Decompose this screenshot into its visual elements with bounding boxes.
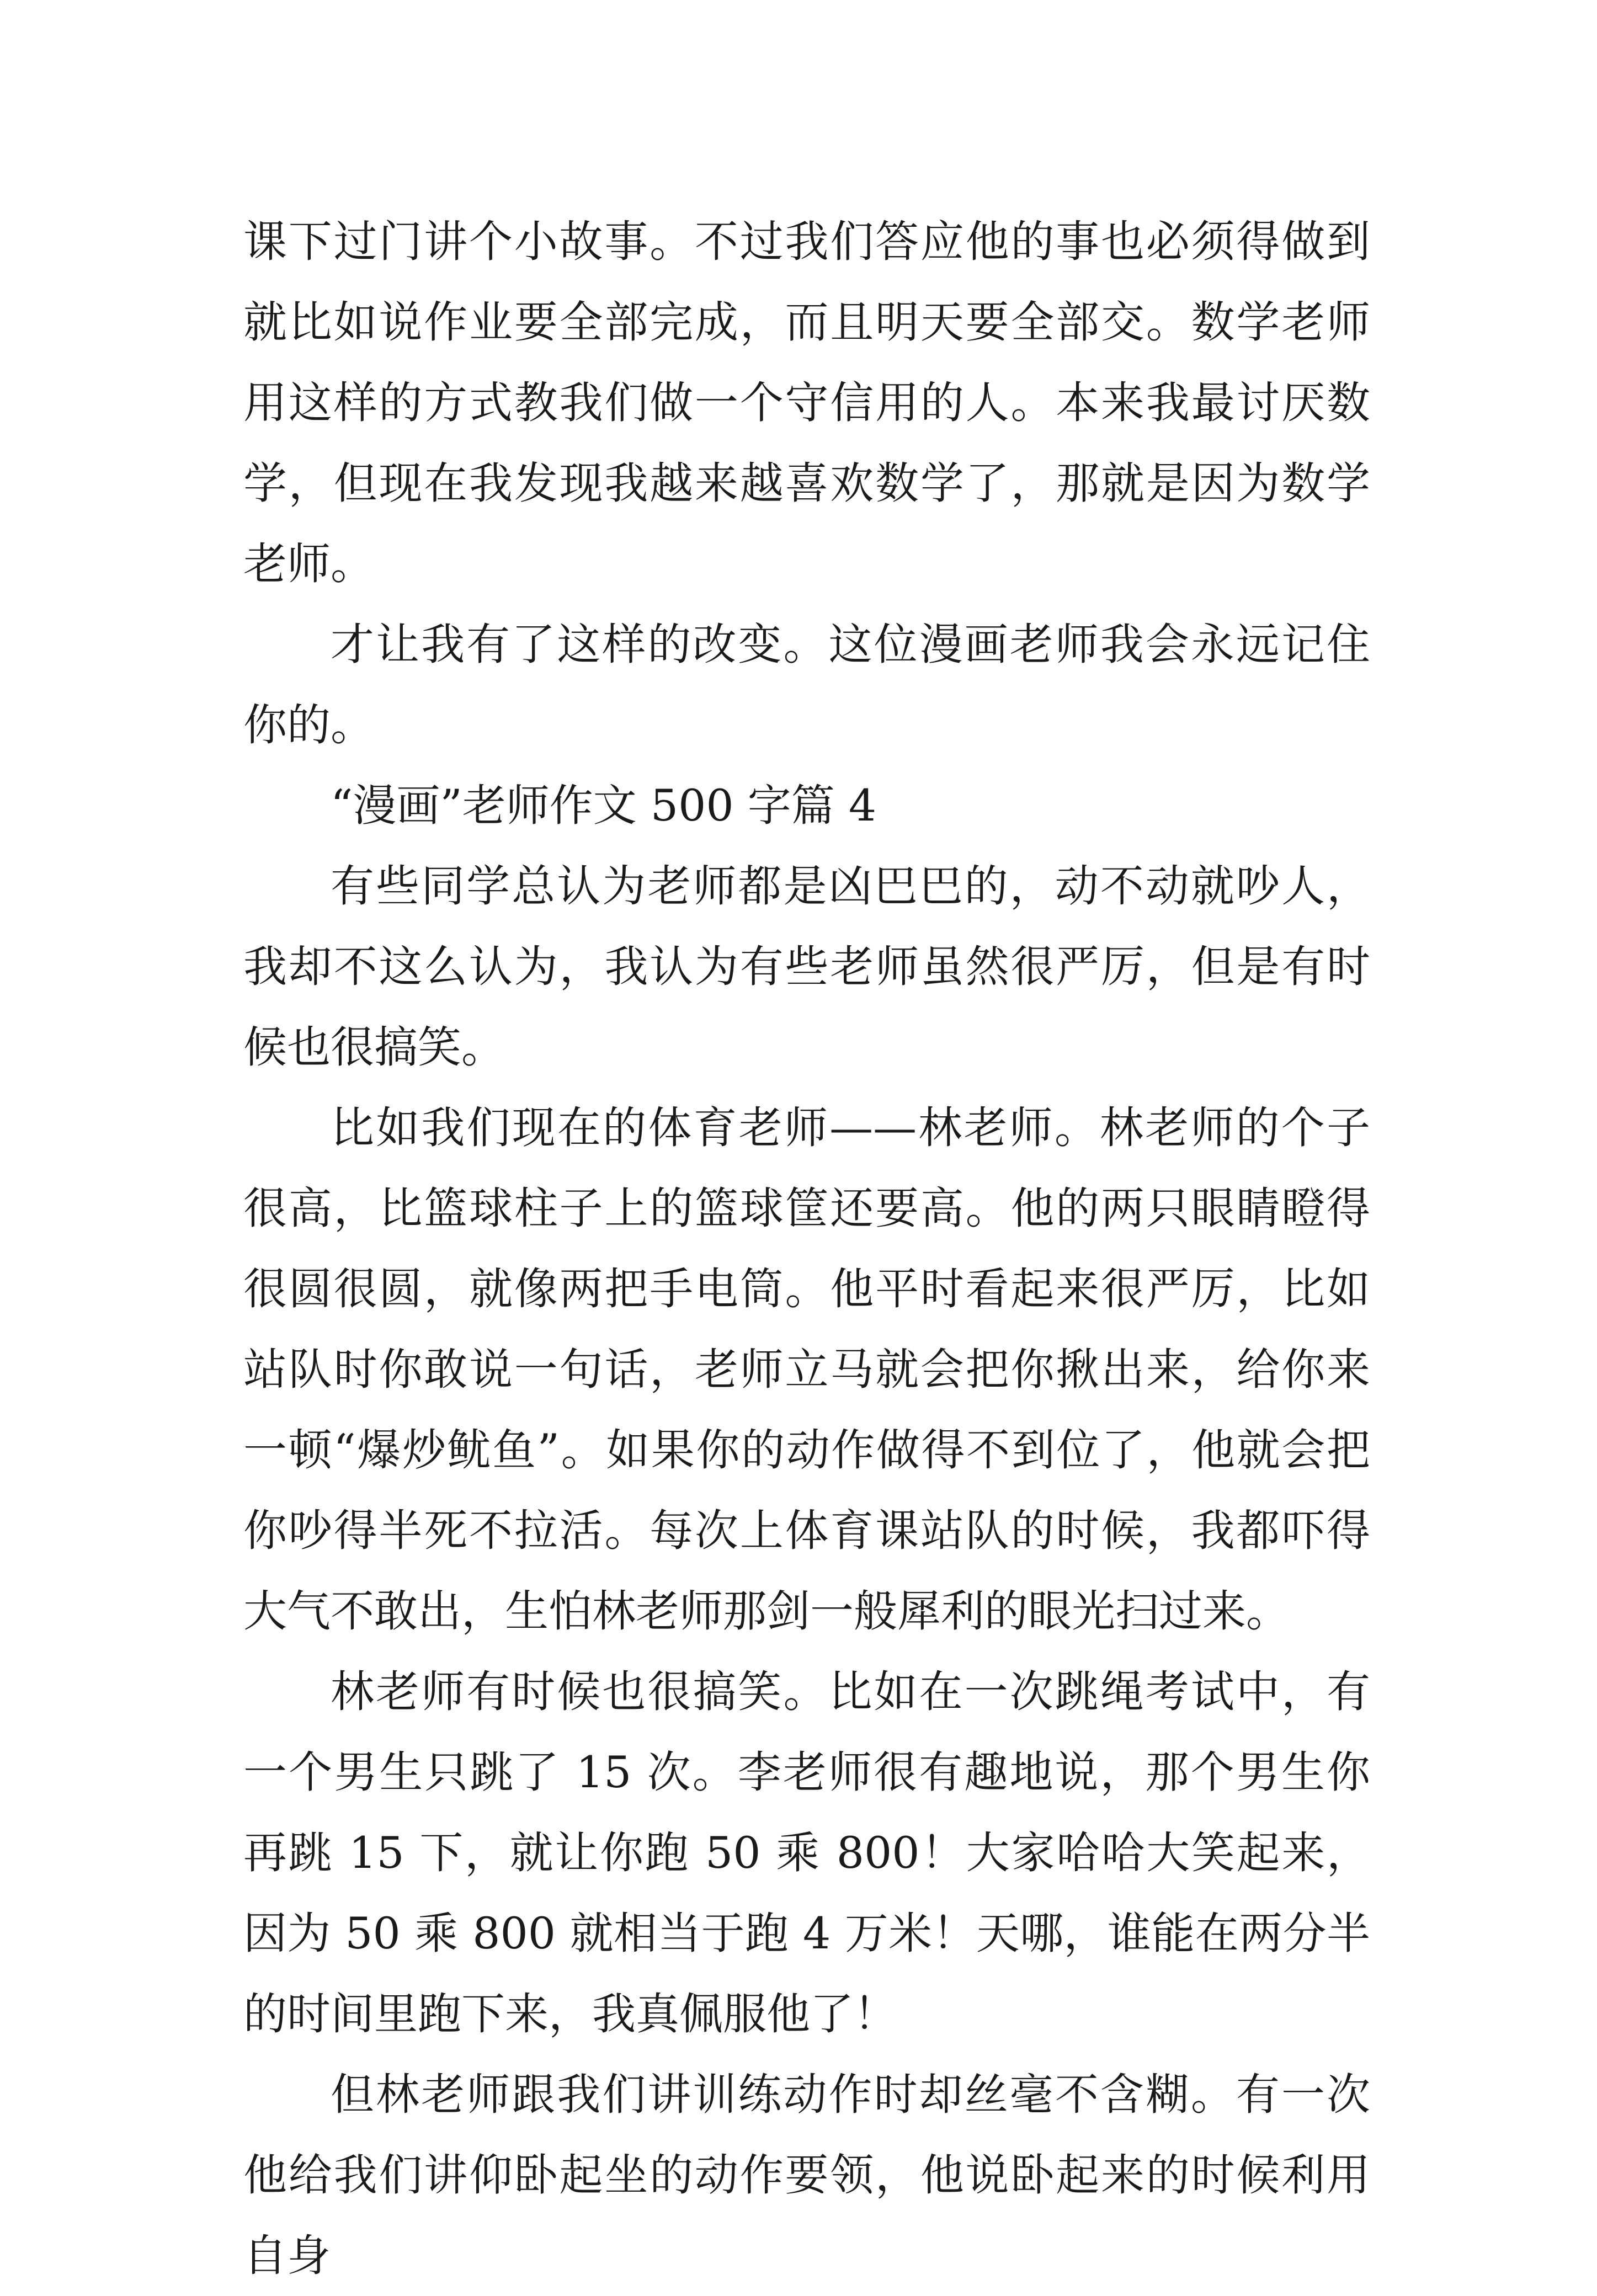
paragraph-5: 林老师有时候也很搞笑。比如在一次跳绳考试中，有一个男生只跳了 15 次。李老师很有趣地说，那个男生你再跳 15 下，就让你跑 50 乘 800！大家哈哈大笑起来，因为 50 乘 800 就相当于跑 4 万米！天哪，谁能在两分半的时间里跑下来，我真佩服他了！ <box>243 1666 1370 2039</box>
paragraph-6: 但林老师跟我们讲训练动作时却丝毫不含糊。有一次他给我们讲仰卧起坐的动作要领，他说卧起来的时候利用自身 <box>243 2069 1370 2281</box>
paragraph-4: 比如我们现在的体育老师——林老师。林老师的个子很高，比篮球柱子上的篮球筐还要高。他的两只眼睛瞪得很圆很圆，就像两把手电筒。他平时看起来很严厉，比如站队时你敢说一句话，老师立马就会把你揪出来，给你来一顿“爆炒鱿鱼”。如果你的动作做得不到位了，他就会把你吵得半死不拉活。每次上体育课站队的时候，我都吓得大气不敢出，生怕林老师那剑一般犀利的眼光扫过来。 <box>243 1102 1370 1637</box>
document-body <box>243 201 1370 2296</box>
paragraph-2: 才让我有了这样的改变。这位漫画老师我会永远记住你的。 <box>243 619 1370 750</box>
section-heading: “漫画”老师作文 500 字篇 4 <box>331 780 877 831</box>
paragraph-3: 有些同学总认为老师都是凶巴巴的，动不动就吵人，我却不这么认为，我认为有些老师虽然很严厉，但是有时候也很搞笑。 <box>243 861 1370 1073</box>
paragraph-1: 课下过门讲个小故事。不过我们答应他的事也必须得做到就比如说作业要全部完成，而且明天要全部交。数学老师用这样的方式教我们做一个守信用的人。本来我最讨厌数学，但现在我发现我越来越喜欢数学了，那就是因为数学老师。 <box>243 216 1370 589</box>
